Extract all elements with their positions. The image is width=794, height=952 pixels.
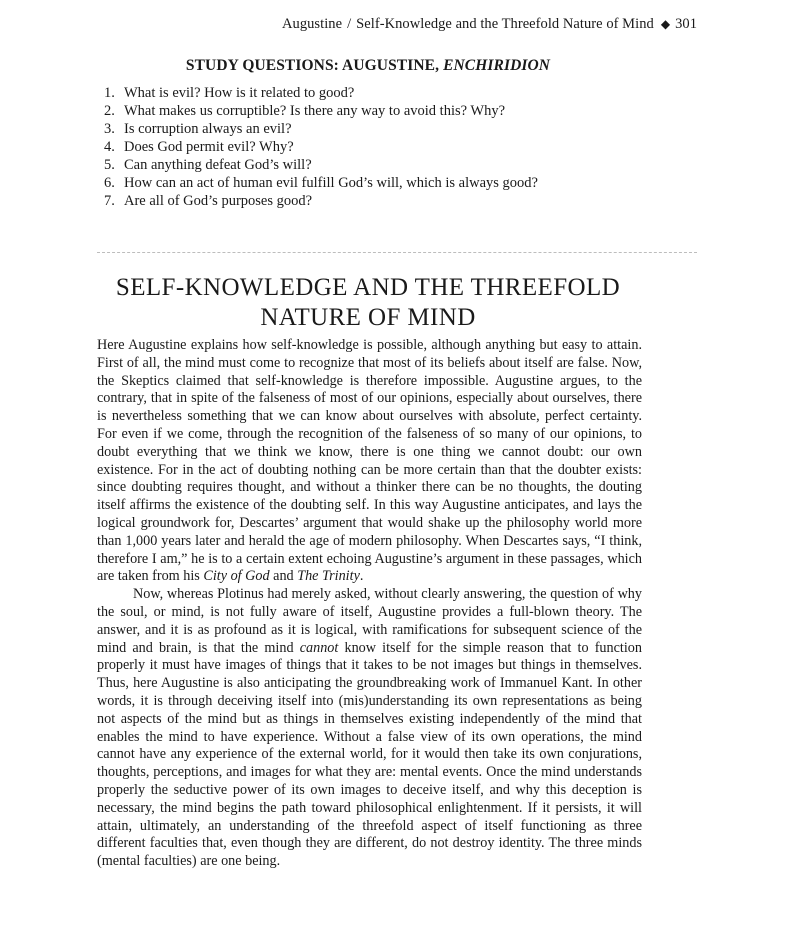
section-divider [97,252,697,253]
question-text: How can an act of human evil fulfill God’s will, which is always good? [124,175,538,191]
study-questions-heading [0,57,736,75]
question-number: 3. [104,121,115,137]
running-head-separator: / [347,16,352,32]
study-questions-heading-prefix: STUDY QUESTIONS: AUGUSTINE, [185,57,444,74]
paragraph-1 [97,337,642,586]
question-text: Can anything defeat God’s will? [124,157,312,173]
list-item [104,174,538,192]
question-text: Are all of God’s purposes good? [124,193,313,209]
running-head [282,16,697,33]
question-number: 5. [104,157,115,173]
list-item [104,156,538,174]
emphasis-cannot: cannot [299,639,339,656]
list-item [104,84,538,102]
question-text: Does God permit evil? Why? [124,139,294,155]
paragraph-2 [97,586,642,871]
section-title-line-1: SELF-KNOWLEDGE AND THE THREEFOLD [115,273,621,301]
paragraph-1-end: . [359,568,364,585]
question-text: What makes us corruptible? Is there any way to avoid this? Why? [124,103,506,119]
paragraph-1-text: Here Augustine explains how self-knowledge is possible, although anything but easy to attain. First of all, the mind must come to recognize that most of its beliefs about itself are false. Now, the Skeptics claimed that self-knowledge is therefore impossible. Augustine argues, to the contrary, that in spite of the falseness of most of our opinions, especially about ourselves, there is nevertheless something that we can know about ourselves with absolute, perfect certainty. For even if we come, through the recognition of the falseness of so many of our opinions, to doubt everything that we think we know, there is one thing we cannot doubt: our own existence. For in the act of doubting nothing can be more certain than that the doubter exists: since doubting requires thought, and without a thinker there can be no thoughts, the douting itself affirms the existence of the doubting self. In this way Augustine anticipates, and lays the logical groundwork for, Descartes’ argument that would shake up the philosophy world more than 1,000 years later and herald the age of modern philosophy. When Descartes says, “I think, therefore I am,” he is to a certain extent echoing Augustine’s argument in these passages, which are taken from his [97,337,642,585]
list-item [104,192,538,210]
question-number: 6. [104,175,115,191]
paragraph-2-text-b: know itself for the simple reason that to function properly it must have images of things that it takes to be not images but things in themselves. Thus, here Augustine is also anticipating the groundbreaking work of Immanuel Kant. In other words, it is through deceiving itself into (mis)understanding its own representations as being not aspects of the mind but as things in themselves existing independently of the mind that enables the mind to have experience. Without a false view of its own operations, the mind cannot have any experience of the external world, for it would then take its own conjurations, thoughts, perceptions, and images for what they are: mental events. Once the mind understands properly the seductive power of its own images to deceive itself, and why this deception is necessary, the mind begins the path toward philosophical enlightenment. If it persists, it will attain, ultimately, an understanding of the threefold aspect of itself functioning as three different faculties that, even though they are different, do not destroy identity. The three minds (mental faculties) are one being. [97,639,642,870]
study-questions-heading-work: ENCHIRIDION [443,57,551,74]
paragraph-1-and: and [269,568,298,585]
running-head-author: Augustine [282,16,343,32]
section-title [0,273,736,333]
question-number: 2. [104,103,115,119]
question-text: What is evil? How is it related to good? [124,85,355,101]
section-title-line-2: NATURE OF MIND [260,303,476,331]
work-title-the-trinity: The Trinity [297,568,360,585]
list-item [104,138,538,156]
list-item [104,102,538,120]
body-text [97,337,642,871]
question-number: 1. [104,85,115,101]
work-title-city-of-god: City of God [203,568,270,585]
question-text: Is corruption always an evil? [124,121,292,137]
question-number: 4. [104,139,115,155]
study-questions-list [104,84,538,210]
list-item [104,120,538,138]
question-number: 7. [104,193,115,209]
diamond-icon: ◆ [660,17,671,31]
paragraph-2-text-a: Now, whereas Plotinus had merely asked, without clearly answering, the question of why the soul, or mind, is not fully aware of itself, Augustine provides a full-blown theory. The answer, and it is as profound as it is logical, with ramifications for subsequent science of the mind and brain, is that the mind [97,586,642,656]
running-head-title: Self-Knowledge and the Threefold Nature of Mind [356,16,654,32]
page-number: 301 [675,16,697,32]
